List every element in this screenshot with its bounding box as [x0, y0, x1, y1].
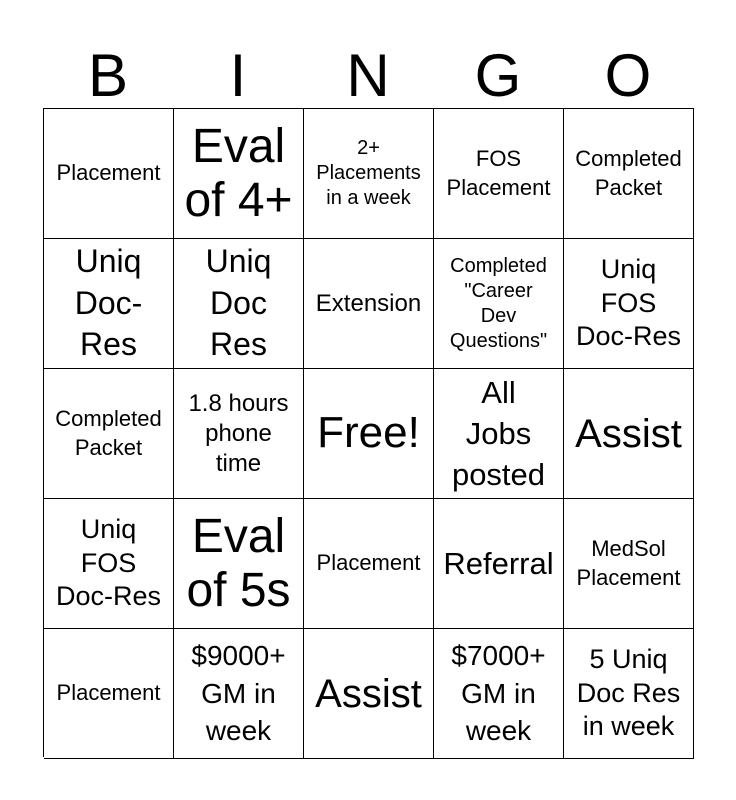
header-letter-o: O: [604, 42, 652, 109]
bingo-grid: [43, 108, 694, 757]
cell-text: Uniq Doc- Res: [74, 243, 143, 363]
bingo-cell: [44, 629, 174, 759]
bingo-cell: [304, 499, 434, 629]
bingo-cell: [434, 629, 564, 759]
cell-text: $7000+ GM in week: [451, 639, 546, 747]
cell-text: Uniq FOS Doc-Res: [575, 253, 682, 352]
header-letter-n: N: [346, 42, 390, 109]
cell-text: 1.8 hours phone time: [188, 389, 289, 477]
bingo-cell: [564, 629, 694, 759]
bingo-header: [43, 44, 693, 108]
cell-text: Assist: [575, 411, 682, 456]
cell-text: Placement: [56, 160, 161, 186]
bingo-cell: [174, 109, 304, 239]
bingo-cell: [304, 109, 434, 239]
bingo-cell: [564, 109, 694, 239]
free-space: [304, 369, 434, 499]
bingo-cell: [174, 629, 304, 759]
bingo-cell: [304, 239, 434, 369]
cell-text: FOS Placement: [446, 145, 551, 200]
cell-text: Referral: [443, 545, 554, 581]
cell-text: MedSol Placement: [576, 535, 681, 590]
header-letter-b: B: [87, 42, 129, 109]
header-letter-g: G: [474, 42, 522, 109]
bingo-cell: [434, 369, 564, 499]
cell-text: 5 Uniq Doc Res in week: [576, 643, 681, 742]
bingo-cell: [434, 239, 564, 369]
cell-text: Uniq Doc Res: [205, 243, 272, 363]
bingo-cell: [44, 369, 174, 499]
bingo-cell: [564, 499, 694, 629]
cell-text: $9000+ GM in week: [191, 639, 286, 747]
cell-text: All Jobs posted: [451, 374, 546, 493]
cell-text: Placement: [316, 550, 421, 576]
bingo-cell: [44, 109, 174, 239]
bingo-cell: [434, 499, 564, 629]
cell-text: Uniq FOS Doc-Res: [55, 513, 162, 612]
bingo-cell: [304, 629, 434, 759]
cell-text: Extension: [315, 289, 422, 317]
cell-text: Completed Packet: [55, 405, 162, 460]
bingo-cell: [174, 239, 304, 369]
bingo-cell: [174, 499, 304, 629]
bingo-cell: [564, 369, 694, 499]
cell-text: Placement: [56, 680, 161, 706]
header-letter-i: I: [229, 42, 247, 109]
bingo-cell: [564, 239, 694, 369]
cell-text: Eval of 4+: [184, 119, 293, 227]
cell-text: Assist: [315, 671, 422, 716]
bingo-cell: [44, 499, 174, 629]
bingo-cell: [44, 239, 174, 369]
cell-text: 2+ Placements in a week: [316, 137, 421, 209]
cell-text: Eval of 5s: [186, 509, 291, 617]
bingo-cell: [174, 369, 304, 499]
cell-text: Free!: [317, 408, 420, 458]
cell-text: Completed Packet: [575, 145, 682, 200]
bingo-cell: [434, 109, 564, 239]
cell-text: Completed "Career Dev Questions": [449, 254, 548, 352]
